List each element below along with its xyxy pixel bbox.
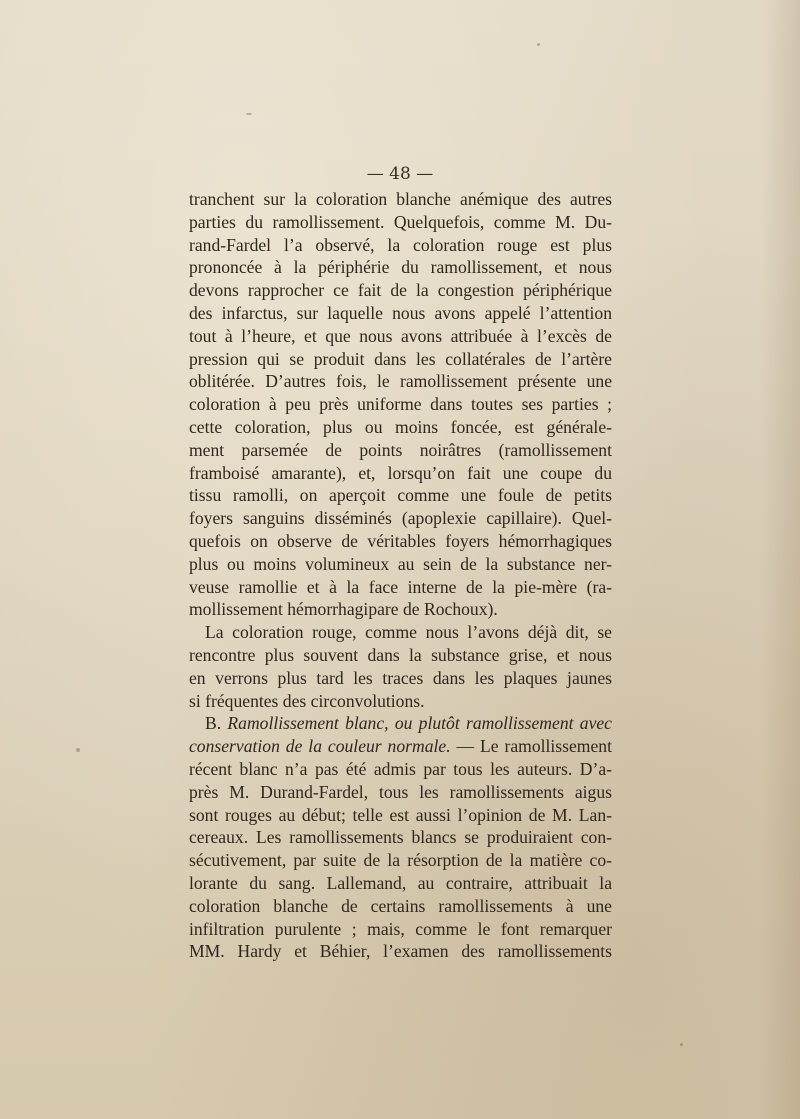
text-line: coloration à peu près uniforme dans toutes ses parties ;	[189, 394, 612, 415]
text-line: framboisé amarante), et, lorsqu’on fait une coupe du	[189, 462, 612, 483]
paper-speck	[680, 1043, 683, 1046]
text-line: si fréquentes des circonvolutions.	[189, 690, 425, 711]
text-line: ment parsemée de points noirâtres (ramollissement	[189, 439, 612, 460]
body-text	[189, 188, 612, 963]
text-line: plus ou moins volumineux au sein de la substance ner-	[189, 553, 612, 574]
text-line: lorante du sang. Lallemand, au contraire, attribuait la	[189, 872, 612, 893]
text-span: — Le ramollissement	[456, 736, 612, 757]
text-line: La coloration rouge, comme nous l’avons déjà dit, se	[205, 622, 612, 643]
text-line: oblitérée. D’autres fois, le ramollissement présente une	[189, 371, 612, 392]
text-line: tout à l’heure, et que nous avons attribuée à l’excès de	[189, 325, 612, 346]
section-heading-italic: conservation de la couleur normale.	[189, 736, 451, 757]
text-line: des infarctus, sur laquelle nous avons appelé l’attention	[189, 302, 612, 323]
section-heading-italic: Ramollissement blanc, ou plutôt ramollissement avec	[227, 713, 612, 734]
text-line: sont rouges au début; telle est aussi l’opinion de M. Lan-	[189, 804, 612, 825]
text-line: tissu ramolli, on aperçoit comme une foule de petits	[189, 485, 612, 506]
text-line: infiltration purulente ; mais, comme le font remarquer	[189, 918, 612, 939]
text-line: prononcée à la périphérie du ramollissement, et nous	[189, 257, 612, 278]
text-line: parties du ramollissement. Quelquefois, comme M. Du-	[189, 211, 612, 232]
text-line: rencontre plus souvent dans la substance grise, et nous	[189, 644, 612, 665]
text-line: MM. Hardy et Béhier, l’examen des ramollissements	[189, 941, 612, 962]
text-line: rand-Fardel l’a observé, la coloration rouge est plus	[189, 234, 612, 255]
text-line: pression qui se produit dans les collatérales de l’artère	[189, 348, 612, 369]
text-line: mollissement hémorrhagipare de Rochoux).	[189, 599, 498, 620]
text-line: près M. Durand-Fardel, tous les ramollissements aigus	[189, 781, 612, 802]
text-line: tranchent sur la coloration blanche anémique des autres	[189, 189, 612, 209]
text-line: foyers sanguins disséminés (apoplexie capillaire). Quel-	[189, 508, 612, 529]
section-letter: B.	[205, 713, 222, 734]
text-line: veuse ramollie et à la face interne de la pie-mère (ra-	[189, 576, 612, 597]
paper-speck	[537, 43, 540, 46]
paper-speck	[76, 748, 80, 752]
text-line: devons rapprocher ce fait de la congestion périphérique	[189, 280, 612, 301]
text-line: en verrons plus tard les traces dans les plaques jaunes	[189, 667, 612, 688]
text-line	[189, 735, 612, 758]
text-line: cette coloration, plus ou moins foncée, est générale-	[189, 416, 612, 437]
text-line: sécutivement, par suite de la résorption de la matière co-	[189, 850, 612, 871]
text-line	[189, 712, 612, 735]
text-line: cereaux. Les ramollissements blancs se produiraient con-	[189, 827, 612, 848]
text-line: quefois on observe de véritables foyers hémorrhagiques	[189, 530, 612, 551]
paper-speck	[246, 113, 252, 115]
text-line: coloration blanche de certains ramollissements à une	[189, 895, 612, 916]
page-number: — 48 —	[366, 164, 434, 184]
text-line: récent blanc n’a pas été admis par tous les auteurs. D’a-	[189, 758, 612, 779]
